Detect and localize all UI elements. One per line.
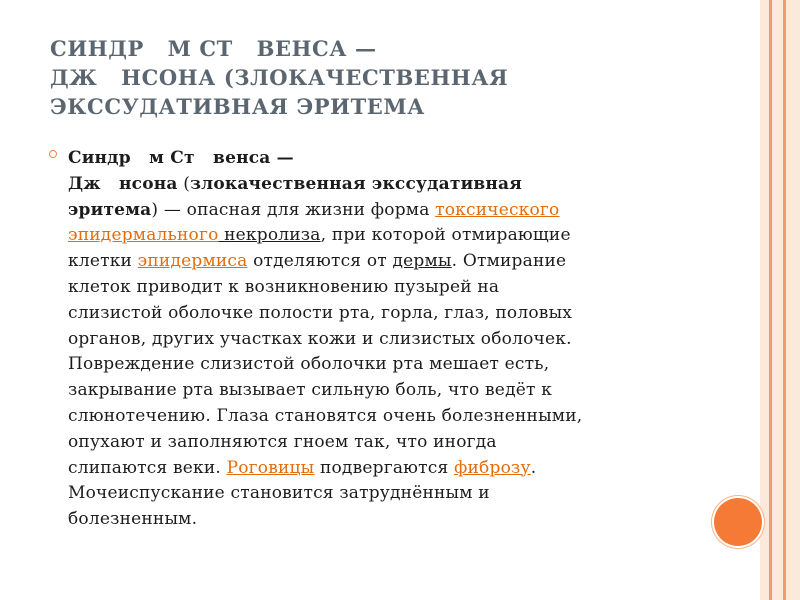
text-span: клетки <box>68 251 138 272</box>
title-line-1: СИНДР М СТ ВЕНСА — <box>50 36 377 61</box>
text-span: , при которой отмирающие <box>320 225 571 246</box>
body-line-9: Повреждение слизистой оболочки рта мешает есть, <box>68 354 550 375</box>
body-line-6: клеток приводит к возникновению пузырей на <box>68 276 500 297</box>
body-line-3 <box>68 198 708 224</box>
text-span: . Отмирание <box>451 251 567 272</box>
text-span: ( <box>177 173 191 194</box>
body-line-4 <box>68 223 708 249</box>
body-line-1 <box>68 146 708 172</box>
text-span: ) — опасная для жизни форма <box>151 199 436 220</box>
decorative-stripe-right <box>783 0 786 600</box>
link-dermis[interactable]: дермы <box>392 251 452 272</box>
link-cornea[interactable]: Роговицы <box>226 457 315 478</box>
term-alt-name-cont: эритема <box>68 199 152 220</box>
body-line-2 <box>68 172 708 198</box>
text-span: . <box>530 457 537 478</box>
decorative-circle-icon <box>714 498 762 546</box>
link-fibrosis[interactable]: фиброзу <box>454 457 531 478</box>
term-name-cont: Дж нсона <box>68 173 178 194</box>
body-line-12: опухают и заполняются гноем так, что иногда <box>68 431 497 452</box>
link-epidermis[interactable]: эпидермиса <box>137 251 248 272</box>
link-necrolysis[interactable]: некролиза <box>224 225 321 246</box>
body-line-15: болезненным. <box>68 509 198 530</box>
body-line-8: органов, других участках кожи и слизистых оболочек. <box>68 328 572 349</box>
title-line-3: ЭКССУДАТИВНАЯ ЭРИТЕМА <box>50 94 425 119</box>
decorative-side-bar <box>760 0 800 600</box>
term-name: Синдр м Ст венса — <box>68 148 294 168</box>
body-line-7: слизистой оболочке полости рта, горла, глаз, половых <box>68 302 573 323</box>
text-span: отделяются от <box>247 251 393 272</box>
bullet-icon <box>49 150 57 158</box>
text-span: слипаются веки. <box>68 457 227 478</box>
slide-title <box>50 34 670 121</box>
body-line-11: слюнотечению. Глаза становятся очень болезненными, <box>68 405 583 426</box>
body-line-14: Мочеиспускание становится затруднённым и <box>68 483 490 504</box>
body-line-13 <box>68 456 708 482</box>
link-epidermal[interactable]: эпидермального <box>68 225 219 246</box>
link-toxic[interactable]: токсического <box>435 199 560 220</box>
body-line-10: закрывание рта вызывает сильную боль, что ведёт к <box>68 380 553 401</box>
decorative-stripe-left <box>769 0 772 600</box>
body-line-5 <box>68 249 708 275</box>
title-line-2: ДЖ НСОНА (ЗЛОКАЧЕСТВЕННАЯ <box>50 65 509 90</box>
slide-body <box>68 146 708 533</box>
text-span: подвергаются <box>314 457 455 478</box>
term-alt-name: злокачественная экссудативная <box>190 173 523 194</box>
